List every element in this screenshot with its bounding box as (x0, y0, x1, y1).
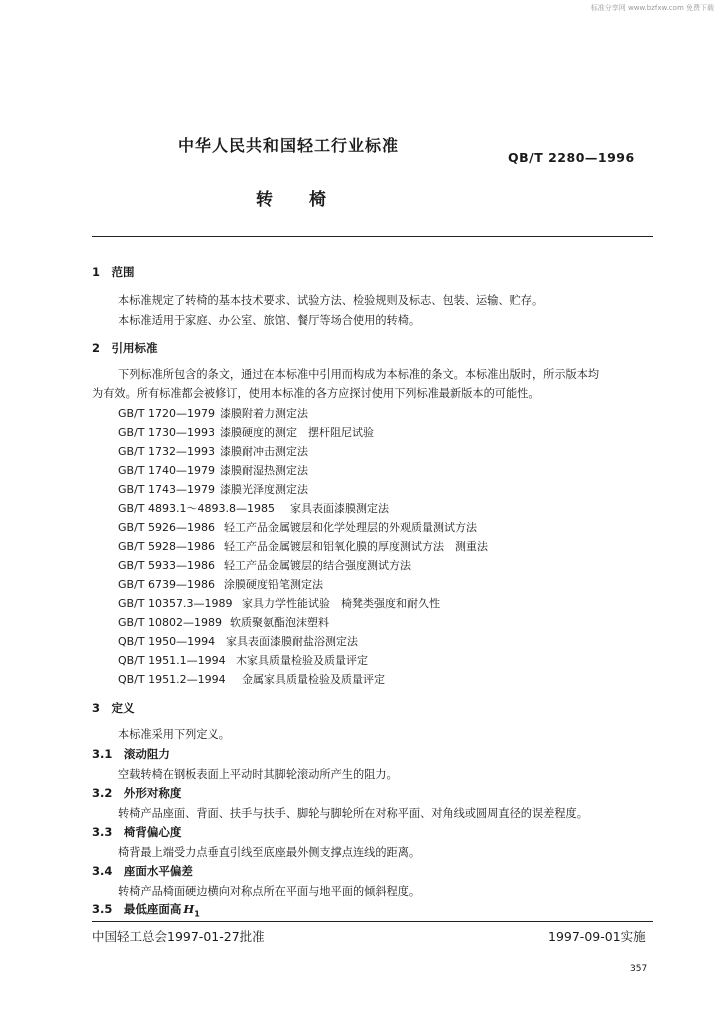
section-number: 3 (92, 701, 101, 715)
paragraph: 本标准适用于家庭、办公室、旅馆、餐厅等场合使用的转椅。 (118, 314, 421, 327)
reference-item (118, 595, 440, 611)
reference-title: 软质聚氨酯泡沫塑料 (230, 616, 329, 629)
section-2-heading (92, 340, 158, 356)
section-1-heading (92, 264, 135, 280)
standard-code: QB/T 2280—1996 (508, 150, 635, 165)
definition-symbol: H (183, 902, 195, 916)
definition-heading (92, 824, 181, 840)
reference-code: GB/T 10802—1989 (118, 616, 222, 629)
reference-item (118, 500, 389, 516)
header-rule (92, 236, 653, 237)
reference-title: 家具表面漆膜耐盐浴测定法 (226, 635, 358, 648)
definition-term: 座面水平偏差 (123, 864, 193, 878)
effective-date: 1997-09-01实施 (548, 929, 646, 944)
reference-item (118, 614, 329, 630)
footer-rule (92, 921, 653, 922)
reference-item (118, 538, 488, 554)
paragraph: 下列标准所包含的条文，通过在本标准中引用而构成为本标准的条文。本标准出版时，所示版本均 (118, 368, 600, 381)
approval-line: 中国轻工总会1997-01-27批准 (92, 929, 265, 944)
reference-code: GB/T 1743—1979 (118, 483, 215, 496)
definition-text: 转椅产品座面、背面、扶手与扶手、脚轮与脚轮所在对称平面、对角线或圆周直径的误差程度。 (118, 807, 588, 820)
definition-symbol-subscript: 1 (194, 909, 200, 919)
reference-title: 漆膜耐冲击测定法 (220, 445, 308, 458)
section-title: 引用标准 (111, 341, 158, 355)
definition-text: 椅背最上端受力点垂直引线至底座最外侧支撑点连线的距离。 (118, 846, 421, 859)
reference-title: 轻工产品金属镀层和铝氧化膜的厚度测试方法 测重法 (224, 540, 488, 553)
definition-number: 3.3 (92, 825, 113, 839)
watermark: 标准分享网 www.bzfxw.com 免费下载 (590, 4, 714, 12)
reference-code: GB/T 5933—1986 (118, 559, 215, 572)
section-number: 1 (92, 265, 101, 279)
definition-heading (92, 901, 200, 918)
reference-item (118, 519, 477, 535)
reference-title: 木家具质量检验及质量评定 (236, 654, 368, 667)
definition-heading (92, 746, 170, 762)
reference-code: QB/T 1951.1—1994 (118, 654, 226, 667)
reference-title: 漆膜耐湿热测定法 (220, 464, 308, 477)
reference-title: 家具力学性能试验 椅凳类强度和耐久性 (242, 597, 440, 610)
definition-term: 外形对称度 (123, 786, 182, 800)
reference-code: QB/T 1950—1994 (118, 635, 216, 648)
reference-code: GB/T 5926—1986 (118, 521, 215, 534)
reference-code: GB/T 5928—1986 (118, 540, 215, 553)
reference-code: GB/T 1732—1993 (118, 445, 215, 458)
definition-text: 空载转椅在钢板表面上平动时其脚轮滚动所产生的阻力。 (118, 768, 398, 781)
reference-item (118, 405, 308, 421)
reference-item (118, 652, 368, 668)
reference-item (118, 633, 358, 649)
reference-item (118, 424, 374, 440)
definition-term: 椅背偏心度 (123, 825, 182, 839)
definition-term: 最低座面高 (123, 902, 182, 916)
definition-number: 3.5 (92, 902, 113, 916)
definition-heading (92, 863, 193, 879)
reference-code: GB/T 4893.1～4893.8—1985 (118, 502, 275, 515)
standard-title: 中华人民共和国轻工行业标准 (178, 136, 400, 155)
section-3-heading (92, 700, 135, 716)
definition-heading (92, 785, 181, 801)
paragraph: 为有效。所有标准都会被修订，使用本标准的各方应探讨使用下列标准最新版本的可能性。 (92, 387, 540, 400)
page-number: 357 (630, 964, 648, 974)
reference-code: QB/T 1951.2—1994 (118, 673, 226, 686)
reference-title: 漆膜附着力测定法 (220, 407, 308, 420)
reference-item (118, 671, 385, 687)
reference-code: GB/T 1720—1979 (118, 407, 215, 420)
reference-title: 家具表面漆膜测定法 (290, 502, 389, 515)
definition-text: 转椅产品椅面硬边横向对称点所在平面与地平面的倾斜程度。 (118, 885, 421, 898)
section-number: 2 (92, 341, 101, 355)
reference-title: 金属家具质量检验及质量评定 (242, 673, 385, 686)
definition-term: 滚动阻力 (123, 747, 170, 761)
definition-number: 3.2 (92, 786, 113, 800)
reference-title: 漆膜硬度的测定 摆杆阻尼试验 (220, 426, 374, 439)
paragraph: 本标准采用下列定义。 (118, 728, 230, 741)
reference-title: 涂膜硬度铅笔测定法 (224, 578, 323, 591)
reference-title: 漆膜光泽度测定法 (220, 483, 308, 496)
reference-code: GB/T 1730—1993 (118, 426, 215, 439)
reference-code: GB/T 1740—1979 (118, 464, 215, 477)
section-title: 定义 (111, 701, 135, 715)
definition-number: 3.1 (92, 747, 113, 761)
reference-item (118, 443, 308, 459)
paragraph: 本标准规定了转椅的基本技术要求、试验方法、检验规则及标志、包装、运输、贮存。 (118, 294, 544, 307)
definition-number: 3.4 (92, 864, 113, 878)
document-title: 转椅 (256, 190, 362, 210)
reference-item (118, 481, 308, 497)
reference-code: GB/T 6739—1986 (118, 578, 215, 591)
section-title: 范围 (111, 265, 135, 279)
reference-item (118, 462, 308, 478)
reference-title: 轻工产品金属镀层和化学处理层的外观质量测试方法 (224, 521, 477, 534)
reference-item (118, 557, 411, 573)
reference-code: GB/T 10357.3—1989 (118, 597, 233, 610)
reference-title: 轻工产品金属镀层的结合强度测试方法 (224, 559, 411, 572)
reference-item (118, 576, 323, 592)
